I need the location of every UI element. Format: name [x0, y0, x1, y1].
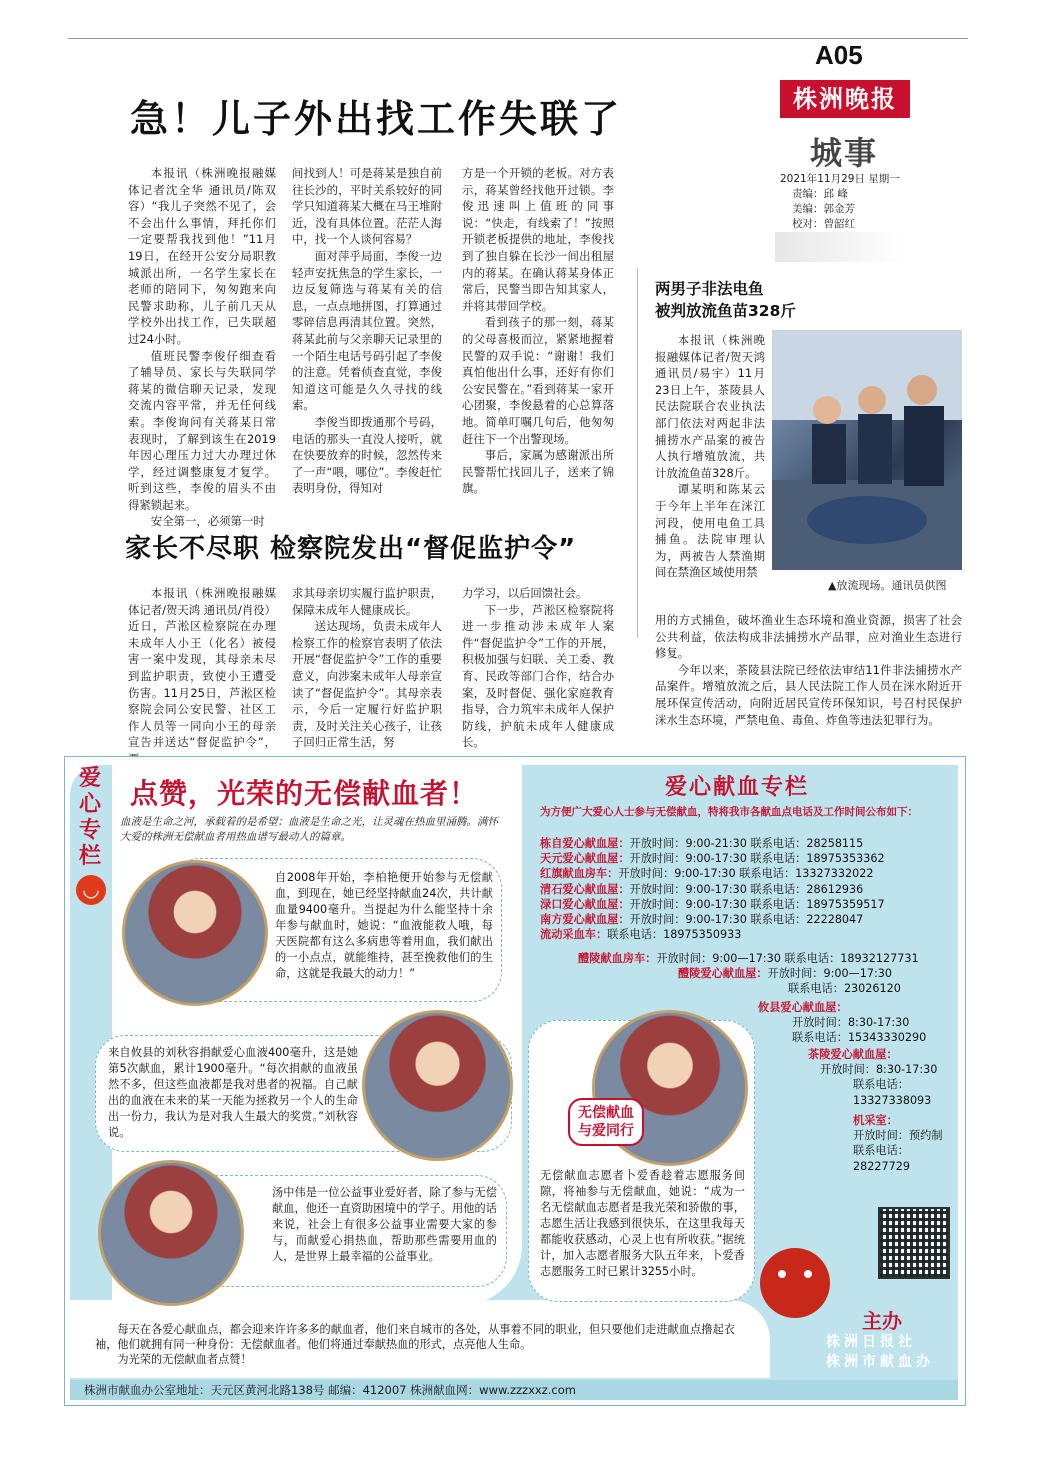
site-list-jicai: [853, 1113, 958, 1174]
site-name: 醴陵爱心献血屋：: [678, 967, 768, 981]
editor-credit: 责编：邱 峰: [792, 188, 848, 200]
site-name: 清石爱心献血屋：: [540, 882, 630, 896]
paragraph: 李俊当即拨通那个号码，电话的那头一直没人接听，就在快要放弃的时候，忽然传来了一声“喂，哪位”。李俊赶忙表明身份，得知对: [292, 414, 442, 496]
list-item: [540, 927, 960, 942]
badge-slogan: [568, 1098, 644, 1146]
paragraph: 求其母亲切实履行监护职责，保障未成年人健康成长。: [292, 586, 442, 617]
list-item: [540, 912, 960, 927]
story1-photo: [122, 860, 268, 1006]
page-number: A05: [815, 40, 863, 70]
issue-date: 2021年11月29日 星期一: [780, 173, 900, 185]
art-editor-credit: 美编：郭金芳: [792, 203, 855, 215]
paragraph: 面对萍乎局面，李俊一边轻声安抚焦急的学生家长，一边反复筛选与蒋某有关的信息，一点点地拼图，打算通过零碎信息再清其位置。突然，蒋某此前与父亲聊天记录里的一个陌生电话号码引起了李俊的注意。凭着侦查直觉，李俊知道这可能是久久寻找的线索。: [292, 248, 442, 413]
site-list: [540, 836, 960, 942]
host-label: 主办: [862, 1309, 902, 1333]
paragraph: 下一步，芦淞区检察院将进一步推动涉未成年人案件“督促监护令”工作的开展，积极加强与妇联、关工委、教育、民政等部门合作，结合办案，及时督促、强化家庭教育指导，合力筑牢未成年人保护防线，护航未成年人健康成长。: [462, 602, 614, 750]
site-list-youxian: [758, 1000, 958, 1046]
site-list-liling: [578, 951, 958, 997]
vertical-column-label: [70, 765, 110, 869]
site-name: 渌口爱心献血屋：: [540, 897, 630, 911]
site-name: 南方爱心献血屋：: [540, 913, 630, 927]
list-item: [578, 966, 958, 981]
site-info: 联系电话：18975350933: [607, 928, 742, 942]
vertical-char: 栏: [78, 843, 101, 869]
top-rule: [68, 38, 968, 39]
masthead-logo: 株洲晚报: [780, 80, 910, 118]
story2-text: 来自攸县的刘秋容捐献爱心血液400毫升，这是她第5次献血，累计1900毫升。“每次捐献的血液虽然不多，但这些血液都是我对患者的祝福。自己献出的血液在未来的某一天能为拯救另一个人的生命出一份力，我认为是对我人生最大的奖赏。”刘秋容说。: [108, 1046, 358, 1139]
column-divider: [637, 268, 638, 638]
vertical-char: 专: [78, 817, 101, 843]
site-info: 开放时间：9:00-17:30 联系电话：18975359517: [629, 897, 885, 911]
paragraph: 间找到人！可是蒋某是独自前往长沙的，平时关系较好的同学只知道蒋某大概在马王堆附近，没有具体位置。茫茫人海中，找一个人谈何容易？: [292, 166, 442, 247]
paragraph: 值班民警李俊仔细查看了辅导员、家长与失联同学蒋某的微信聊天记录，发现交流内容平常，并无任何线索。李俊询问有关蒋某日常表现时，了解到该生在2019年因心理压力过大办理过休学，经过调整康复才复学。听到这些，李俊的眉头不由得紧锁起来。: [128, 348, 276, 512]
article2-column-1: [128, 585, 276, 768]
site-name: 红旗献血房车：: [540, 867, 619, 881]
article3-column-narrow: [655, 332, 765, 581]
site-phone-label: 联系电话：: [853, 1144, 909, 1158]
story2-photo: [362, 1010, 513, 1161]
headline-line: 被判放流鱼苗328斤: [655, 302, 796, 320]
article3-headline: [655, 278, 796, 322]
list-item: [540, 882, 960, 897]
blood-intro: 血液是生命之河，承载着的是希望；血液是生命之光，让灵魂在热血里涌腾。满怀大爱的株洲无偿献血者用热血谱写最动人的篇章。: [120, 816, 498, 843]
site-time: 开放时间：8:30-17:30: [792, 1016, 910, 1030]
paragraph: 谭某明和陈某云于今年上半年在洣江河段，使用电鱼工具捕鱼。法院审理认为，两被告人禁渔期间在禁渔区域使用禁: [655, 482, 765, 580]
site-phone: 联系电话：15343330290: [792, 1031, 927, 1045]
site-time: 开放时间：预约制: [853, 1129, 943, 1143]
site-info: 联系电话：23026120: [788, 982, 901, 996]
site-phone-label: 联系电话：: [853, 1078, 909, 1092]
site-info: 开放时间：9:00-21:30 联系电话：28258115: [629, 837, 864, 850]
article1-column-1: [128, 165, 276, 530]
list-item: [540, 836, 960, 851]
paragraph: 本报讯（株洲晚报融媒体记者/贺天鸿 通讯员/肖役）近日，芦淞区检察院在办理未成年人小王（化名）被侵害一案中发现，其母亲未尽到监护职责，致使小王遭受伤害。11月25日，芦淞区检察院会同公安民警、社区工作人员等一同向小王的母亲宣告并送达“督促监护令”，: [128, 586, 276, 750]
paragraph: 本报讯（株洲晚报融媒体记者沈全华 通讯员/陈双容）“我儿子突然不见了，会不会出什么事情，拜托你们一定要帮我找到他！”11月19日，在经开公安分局职教城派出所，一名学生家长在老师的陪同下，匆匆跑来向民警求助称，儿子前几天从学校外出找工作，已失联超过24小时。: [128, 166, 276, 346]
site-name: 茶陵爱心献血屋：: [808, 1048, 898, 1061]
site-phone: 28227729: [853, 1159, 910, 1173]
paragraph: 为光荣的无偿献血者点赞！: [117, 1353, 252, 1366]
vertical-char: 心: [78, 791, 101, 817]
article1-column-2: [292, 165, 442, 497]
site-name: 流动采血车：: [540, 928, 608, 942]
host-org: 株洲日报社: [826, 1334, 916, 1350]
story3-text: 汤中伟是一位公益事业爱好者，除了参与无偿献血，他还一直资助困境中的学子。用他的话来说，社会上有很多公益事业需要大家的参与，而献爱心捐热血，帮助那些需要用血的人，是世界上最幸福的公益事业。: [272, 1186, 497, 1263]
site-info: 开放时间：9:00-17:30 联系电话：13327332022: [618, 867, 874, 881]
photo-caption: ▲放流现场。通讯员供图: [828, 579, 947, 592]
list-item: [540, 866, 960, 881]
page-meta: [780, 172, 920, 232]
blood-title: 点赞，光荣的无偿献血者！: [130, 777, 479, 810]
section-title: 城事: [810, 134, 879, 172]
article3-column-wide: [655, 612, 962, 728]
article1-headline: 急！儿子外出找工作失联了: [130, 97, 623, 141]
site-info: 开放时间：9:00-17:30 联系电话：22228047: [629, 913, 864, 927]
article2-column-3: [462, 585, 614, 751]
qr-code-icon: [878, 1207, 950, 1279]
list-item: [540, 851, 960, 866]
paragraph: 今年以来，茶陵县法院已经依法审结11件非法捕捞水产品案件。增殖放流之后，县人民法院工作人员在洣水附近开展环保宣传活动，向附近居民宣传环保知识，号召村民保护洣水生态环境，严禁电鱼、毒鱼、炸鱼等违法犯罪行为。: [655, 662, 962, 727]
site-list-chaling: [808, 1047, 958, 1108]
site-info: 开放时间：9:00—17:30 联系电话：18932127731: [656, 952, 919, 965]
headline-line: 两男子非法电鱼: [655, 280, 764, 298]
article2-column-2: [292, 585, 442, 751]
site-time: 开放时间：8:30-17:30: [820, 1063, 938, 1077]
fish-release-illustration: [772, 330, 962, 570]
article1-column-3: [462, 165, 614, 497]
smiley-icon: ◡: [76, 875, 106, 905]
badge-line: 与爱同行: [578, 1123, 634, 1139]
paragraph: 看到孩子的那一刻，蒋某的父母喜极而泣，紧紧地握着民警的双手说：“谢谢！我们真怕他出什么事，还好有你们公安民警在。”看到蒋某一家开心团聚，李俊悬着的心总算落地。简单叮嘱几句后，他匆匆赶往下一个出警现场。: [462, 315, 614, 446]
list-item: [540, 897, 960, 912]
footer-address-bar: 株洲市献血办公室地址：天元区黄河北路138号 邮编：412007 株洲献血网：www.zzzxxz.com: [70, 1380, 958, 1400]
blood-drop-mascot-icon: [760, 1248, 830, 1318]
paragraph: 力学习，以后回馈社会。: [462, 586, 588, 600]
site-info: 开放时间：9:00-17:30 联系电话：28612936: [629, 882, 864, 896]
column-subtitle: 为方便广大爱心人士参与无偿献血，特将我市各献血点电话及工作时间公布如下：: [540, 806, 918, 818]
vertical-char: 爱: [78, 765, 101, 791]
article2-headline: 家长不尽职 检察院发出“督促监护令”: [125, 534, 577, 564]
site-name: 醴陵献血房车：: [578, 952, 657, 965]
site-name: 机采室：: [853, 1114, 898, 1127]
badge-line: 无偿献血: [578, 1105, 634, 1121]
list-item: [578, 951, 958, 966]
paragraph: 事后，家属为感谢派出所民警帮忙找回儿子，送来了锦旗。: [462, 448, 614, 496]
paragraph: 本报讯（株洲晚报融媒体记者/贺天鸿 通讯员/易宇）11月23日上午，茶陵县人民法院联合农业执法部门依法对两起非法捕捞水产品案的被告人执行增殖放流，共计放流鱼苗328斤。: [655, 333, 765, 480]
paragraph: 每天在各爱心献血点，都会迎来许许多多的献血者，他们来自城市的各处，从事着不同的职业，但只要他们走进献血点撸起衣袖，他们就拥有同一种身份：无偿献血者。他们将通过奉献热血的形式，点亮他人生命。: [95, 1323, 735, 1351]
header-decor: [775, 232, 905, 262]
paragraph: 安全第一，必须第一时: [150, 514, 265, 529]
column-title: 爱心献血专栏: [665, 774, 810, 800]
list-item: [578, 981, 958, 996]
site-name: 天元爱心献血屋：: [540, 852, 630, 866]
story4-text: 无偿献血志愿者卜爱香趁着志愿服务间隙，将袖参与无偿献血，她说：“成为一名无偿献血志愿者是我光荣和骄傲的事，志愿生活让我感到很快乐，在这里我每天都能收获感动，心灵上也有所收获。”据统计，加入志愿者服务大队五年来，卜爱香志愿服务工时已累计3255小时。: [540, 1169, 745, 1278]
host-org: 株洲市献血办: [826, 1354, 934, 1370]
closing-text: [95, 1322, 735, 1367]
story3-photo: [98, 1160, 244, 1306]
site-phone: 13327338093: [853, 1093, 932, 1107]
paragraph: 用的方式捕鱼，破坏渔业生态环境和渔业资源，损害了社会公共利益，依法构成非法捕捞水产品罪，应对渔业生态进行修复。: [655, 613, 962, 661]
fish-release-photo: [772, 330, 962, 570]
proofreader-credit: 校对：曾韶红: [792, 218, 855, 230]
host-organizations: [826, 1332, 934, 1372]
site-name: 栋自爱心献血屋：: [540, 837, 630, 850]
story1-text: 自2008年开始，李柏艳便开始参与无偿献血，到现在，她已经坚持献血24次，共计献血量9400毫升。当提起为什么能坚持十余年参与献血时，她说：“血液能救人哦，每天医院都有这么多病患等着用血，我们献出的一小点点，就能维持，甚至挽救他们的生命，这就是我最大的动力！”: [275, 871, 493, 980]
paragraph: 方是一个开锁的老板。对方表示，蒋某曾经找他开过锁。李俊迅速叫上值班的同事说：“快走，有线索了！”按照开锁老板提供的地址，李俊找到了独自躲在长沙一间出租屋内的蒋某。在确认蒋某身体正常后，民警当即告知其家人，并将其带回学校。: [462, 166, 614, 313]
site-name: 攸县爱心献血屋：: [758, 1001, 848, 1014]
paragraph: 送达现场，负责未成年人检察工作的检察官表明了依法开展“督促监护令”工作的重要意义，向涉案未成年人母亲宣读了“督促监护令”。其母亲表示，今后一定履行好监护职责，及时关注关心孩子，让孩子回归正常生活，努: [292, 619, 442, 750]
site-info: 开放时间：9:00-17:30 联系电话：18975353362: [629, 852, 885, 866]
site-info: 开放时间：9:00—17:30: [767, 967, 893, 981]
